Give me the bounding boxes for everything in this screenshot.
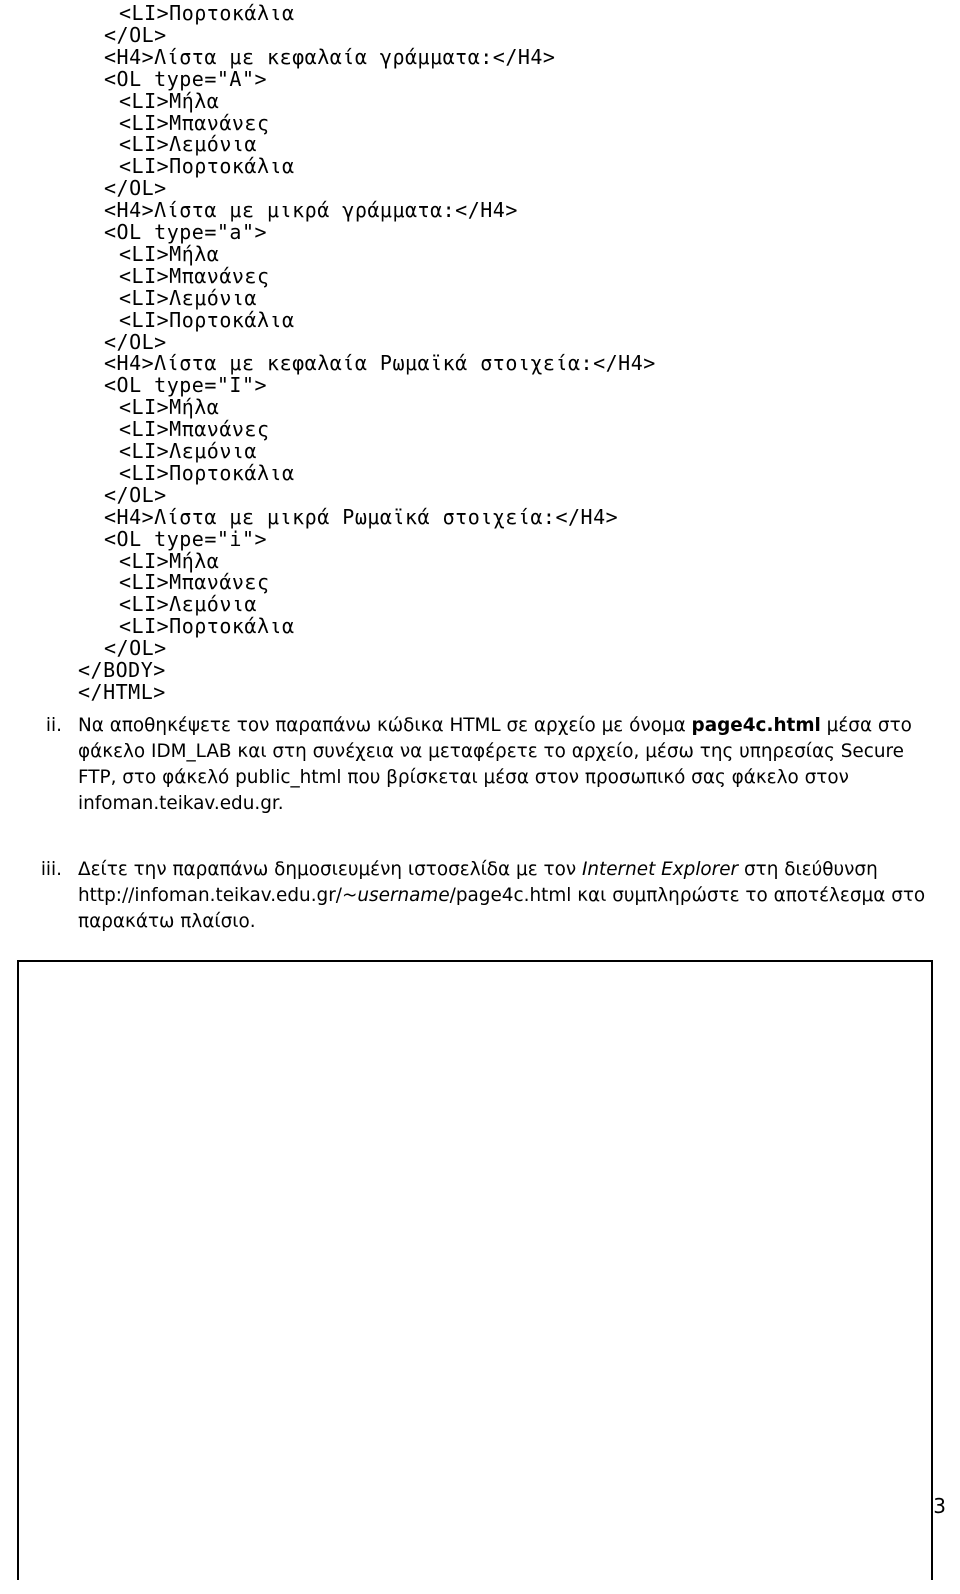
page-number: 3 (933, 1494, 946, 1518)
code-line: <LI>Μπανάνες (119, 110, 270, 135)
code-line: <LI>Πορτοκάλια (119, 307, 295, 332)
text-span: μέσα στο (820, 715, 912, 736)
code-line: <H4>Λίστα με μικρά Ρωμαϊκά στοιχεία:</H4> (104, 504, 619, 529)
text-span: Να αποθηκέψετε τον παραπάνω κώδικα HTML σε αρχείο με όνομα (78, 715, 692, 736)
code-line: <LI>Λεμόνια (119, 132, 257, 157)
code-line: </OL> (104, 329, 167, 354)
username-placeholder: username (357, 885, 450, 906)
step-line (78, 713, 958, 739)
text-span: στη διεύθυνση (738, 859, 878, 880)
code-line: <H4>Λίστα με μικρά γράμματα:</H4> (104, 198, 518, 223)
code-line: <LI>Πορτοκάλια (119, 1, 295, 25)
code-line: <OL type="I"> (104, 373, 268, 398)
code-line: <OL type="a"> (104, 220, 268, 244)
code-line: <LI>Μπανάνες (119, 417, 270, 442)
code-line: </BODY> (78, 658, 166, 682)
code-line: <LI>Μήλα (119, 241, 220, 266)
code-line: <LI>Μήλα (119, 88, 220, 113)
step-number: ii. (45, 715, 62, 736)
code-line: </OL> (104, 636, 167, 661)
code-line: <LI>Λεμόνια (119, 285, 257, 310)
code-line: <OL type="i"> (104, 526, 268, 551)
step-line (78, 883, 958, 909)
step-number: iii. (40, 859, 62, 880)
code-line: <LI>Πορτοκάλια (119, 460, 295, 485)
code-line: <LI>Μπανάνες (119, 263, 270, 288)
code-line: <LI>Πορτοκάλια (119, 614, 295, 639)
step-line: φάκελο IDM_LAB και στη συνέχεια να μεταφέρετε το αρχείο, μέσω της υπηρεσίας Secure (78, 741, 904, 762)
step-text (78, 713, 958, 817)
text-span: /page4c.html και συμπληρώστε το αποτέλεσμα στο (449, 885, 926, 906)
step-line: infoman.teikav.edu.gr. (78, 793, 284, 814)
browser-name: Internet Explorer (581, 859, 739, 880)
url-text: http://infoman.teikav.edu.gr/~ (78, 885, 358, 906)
text-span: Δείτε την παραπάνω δημοσιευμένη ιστοσελίδα με τον (78, 859, 582, 880)
code-line: <LI>Μήλα (119, 548, 220, 573)
code-line: <LI>Μπανάνες (119, 570, 270, 595)
step-line: παρακάτω πλαίσιο. (78, 911, 256, 932)
code-line: </OL> (104, 22, 167, 47)
code-line: <OL type="A"> (104, 66, 268, 91)
code-line: <LI>Πορτοκάλια (119, 154, 295, 179)
step-text (78, 857, 958, 935)
code-line: <LI>Λεμόνια (119, 439, 257, 463)
code-line: <H4>Λίστα με κεφαλαία Ρωμαϊκά στοιχεία:</H4> (104, 351, 656, 376)
code-line: <LI>Μήλα (119, 395, 220, 420)
code-line: </OL> (104, 176, 167, 201)
code-line: <LI>Λεμόνια (119, 592, 257, 617)
filename-text: page4c.html (691, 715, 821, 736)
answer-box[interactable] (17, 960, 933, 1580)
code-line: </OL> (104, 482, 167, 507)
step-line: FTP, στο φάκελό public_html που βρίσκεται μέσα στον προσωπικό σας φάκελο στον (78, 767, 849, 788)
step-line (78, 857, 958, 883)
code-line: <H4>Λίστα με κεφαλαία γράμματα:</H4> (104, 44, 556, 69)
code-line: </HTML> (78, 679, 166, 704)
